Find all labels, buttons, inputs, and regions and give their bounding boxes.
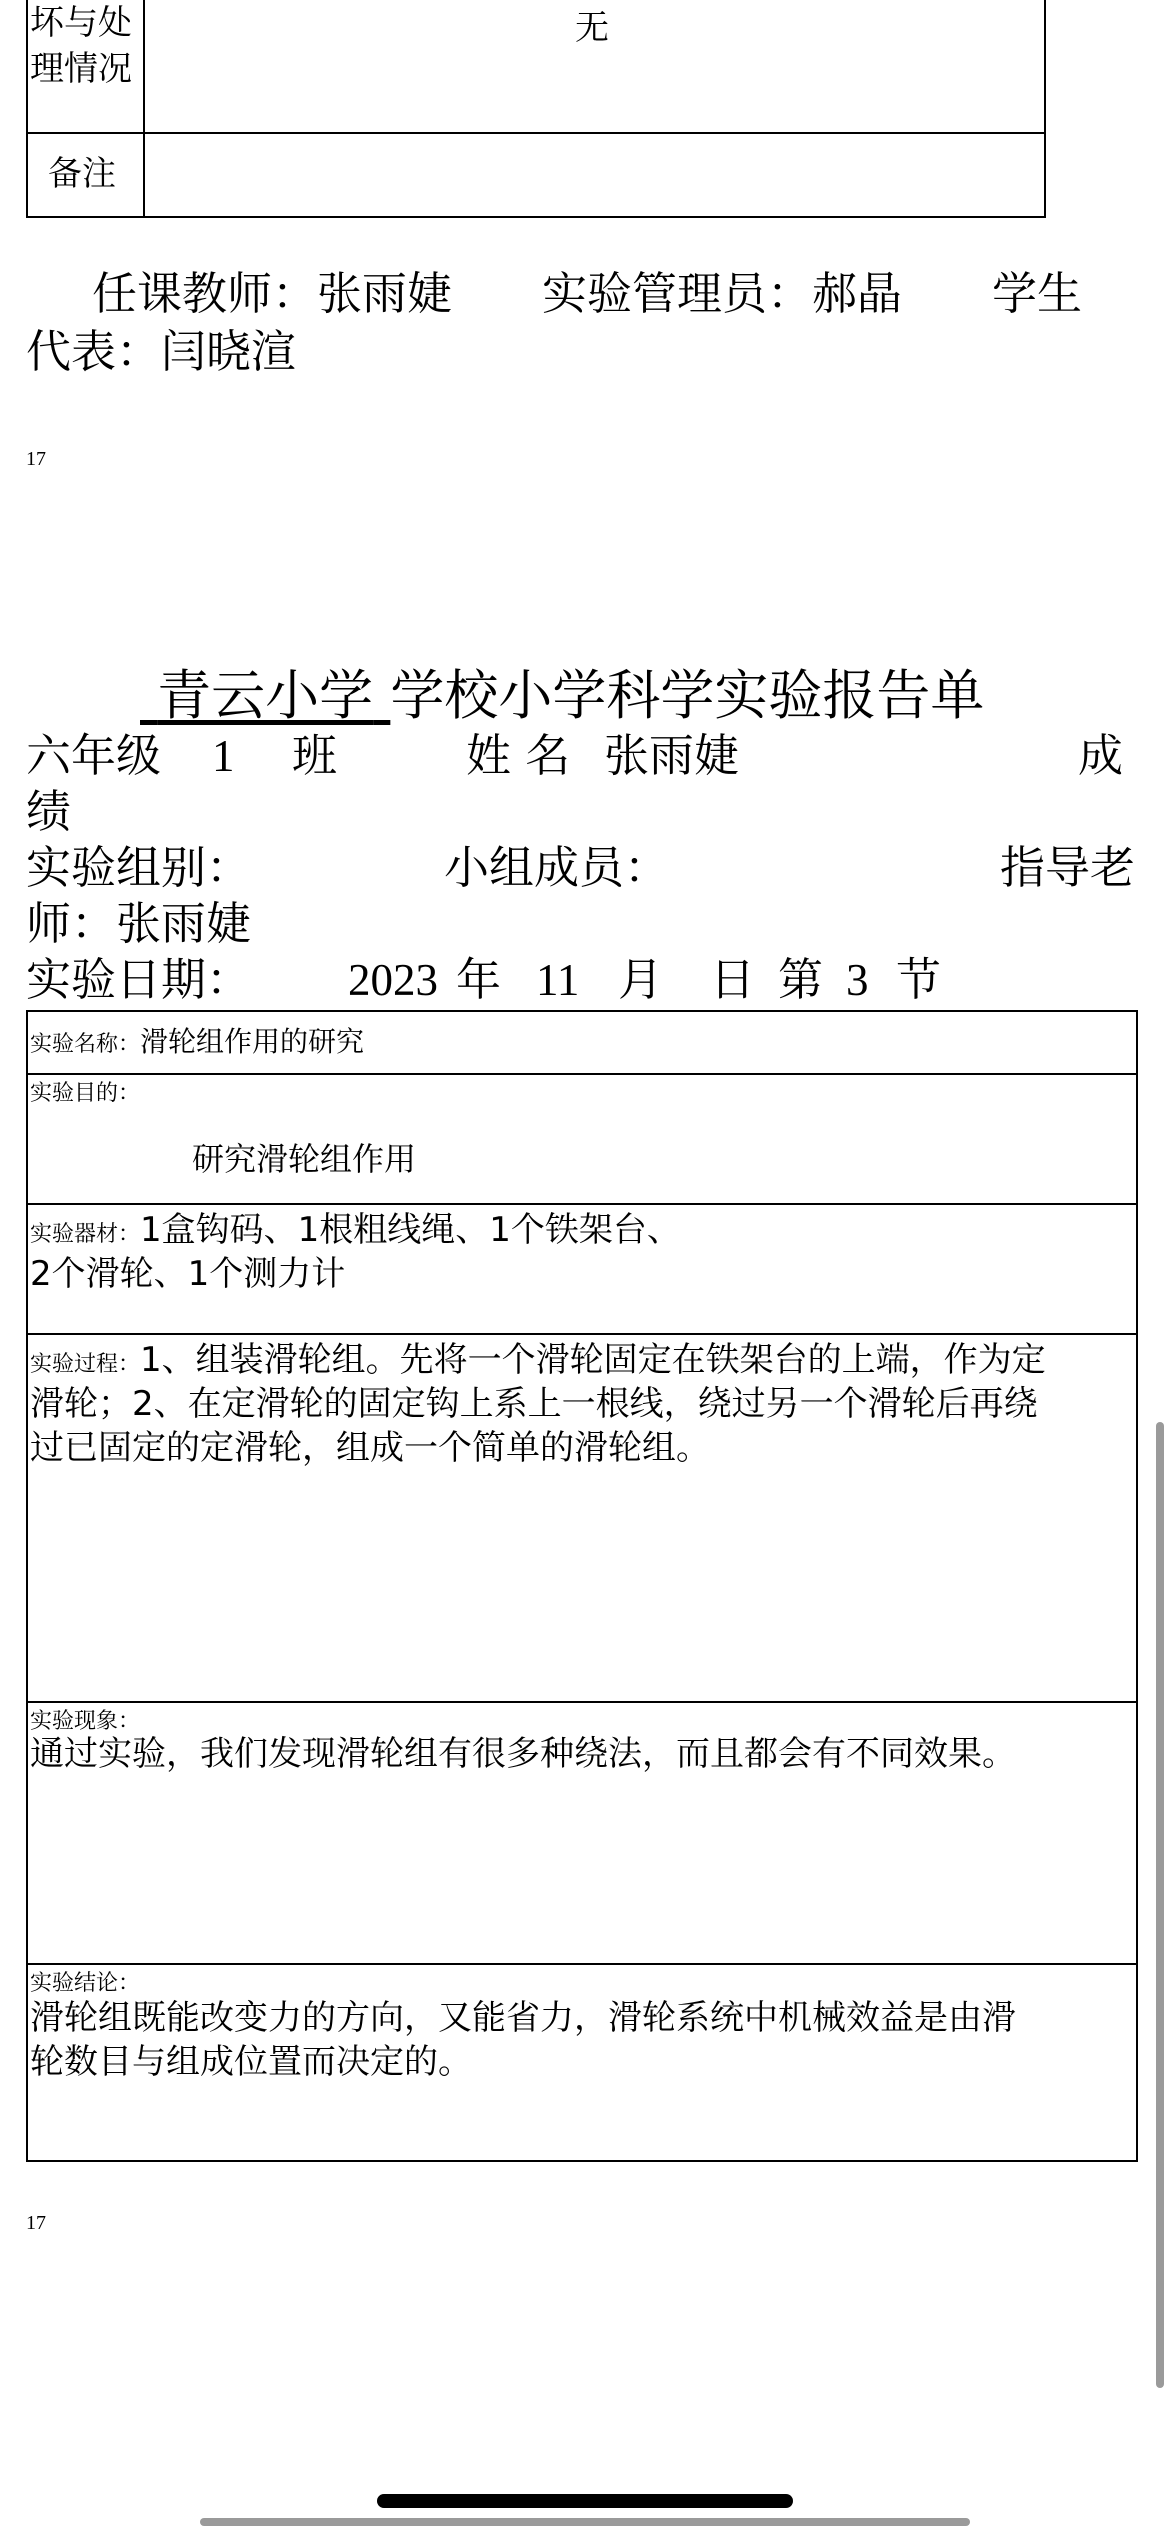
report-title-rest: 学校小学科学实验报告单 <box>390 664 985 727</box>
process-label: 实验过程： <box>30 1352 141 1377</box>
page-number: 17 <box>26 2212 46 2234</box>
student-name: 张雨婕 <box>604 729 740 782</box>
score-label: 成 <box>1078 729 1124 782</box>
top-table-row1-value: 无 <box>575 8 609 48</box>
signature-line-1: 任课教师：张雨婕 实验管理员：郝晶 学生 <box>92 267 1083 320</box>
top-table-col-divider <box>143 0 145 218</box>
conclusion-label: 实验结论： <box>30 1971 141 1996</box>
phenomenon-text: 通过实验，我们发现滑轮组有很多种绕法，而且都会有不同效果。 <box>30 1734 1016 1774</box>
experiment-name: 滑轮组作用的研究 <box>140 1025 365 1058</box>
period-number: 3 <box>846 955 869 1005</box>
row-divider <box>26 1203 1138 1205</box>
row-divider <box>26 1073 1138 1075</box>
horizontal-scrollbar[interactable] <box>200 2518 970 2526</box>
process-line-3: 过已固定的定滑轮，组成一个简单的滑轮组。 <box>30 1428 710 1468</box>
signature-line-2: 代表：闫晓渲 <box>26 325 297 378</box>
date-label: 实验日期： <box>26 953 252 1006</box>
equipment-label: 实验器材： <box>30 1222 141 1247</box>
date-year-unit: 年 <box>456 953 502 1006</box>
school-name: 青云小学 <box>157 664 374 727</box>
conclusion-line-2: 轮数目与组成位置而决定的。 <box>30 2042 472 2082</box>
date-year: 2023 <box>348 955 438 1005</box>
date-day-unit: 日 <box>710 953 756 1006</box>
home-indicator[interactable] <box>377 2494 793 2508</box>
row-divider <box>26 1963 1138 1965</box>
grade: 六年级 <box>26 729 162 782</box>
phenomenon-label: 实验现象： <box>30 1709 141 1734</box>
process-row <box>30 1338 1046 1382</box>
equipment-row <box>30 1208 681 1252</box>
top-table-row-divider <box>26 132 1046 134</box>
experiment-name-row <box>30 1020 364 1060</box>
experiment-table <box>26 1010 1138 2162</box>
vertical-scrollbar[interactable] <box>1156 1422 1164 2388</box>
purpose-label: 实验目的： <box>30 1081 141 1106</box>
process-line-2: 滑轮；2、在定滑轮的固定钩上系上一根线，绕过另一个滑轮后再绕 <box>30 1384 1038 1424</box>
group-label: 实验组别： <box>26 841 252 894</box>
score-label-cont: 绩 <box>26 785 72 838</box>
date-month-unit: 月 <box>618 953 664 1006</box>
top-table <box>26 0 1046 218</box>
name-label: 姓 名 <box>466 729 571 782</box>
class-number: 1 <box>212 731 235 781</box>
top-table-row2-label: 备注 <box>48 154 116 194</box>
page-number: 17 <box>26 448 46 470</box>
members-label: 小组成员： <box>444 841 670 894</box>
equipment-text-cont: 2个滑轮、1个测力计 <box>30 1254 346 1294</box>
purpose-text: 研究滑轮组作用 <box>192 1140 417 1178</box>
class-label: 班 <box>292 729 338 782</box>
process-line-1: 1、组装滑轮组。先将一个滑轮固定在铁架台的上端，作为定 <box>140 1340 1046 1380</box>
period-prefix: 第 <box>778 953 824 1006</box>
top-table-row1-label: 坏与处理情况 <box>30 3 132 89</box>
period-unit: 节 <box>896 953 942 1006</box>
row-divider <box>26 1701 1138 1703</box>
conclusion-line-1: 滑轮组既能改变力的方向，又能省力，滑轮系统中机械效益是由滑 <box>30 1998 1016 2038</box>
teacher-label: 指导老 <box>1000 841 1136 894</box>
report-title <box>140 664 984 728</box>
row-divider <box>26 1333 1138 1335</box>
teacher-name: 师：张雨婕 <box>26 897 252 950</box>
experiment-name-label: 实验名称： <box>30 1032 141 1057</box>
date-month: 11 <box>536 955 580 1005</box>
equipment-text: 1盒钩码、1根粗线绳、1个铁架台、 <box>140 1210 681 1250</box>
